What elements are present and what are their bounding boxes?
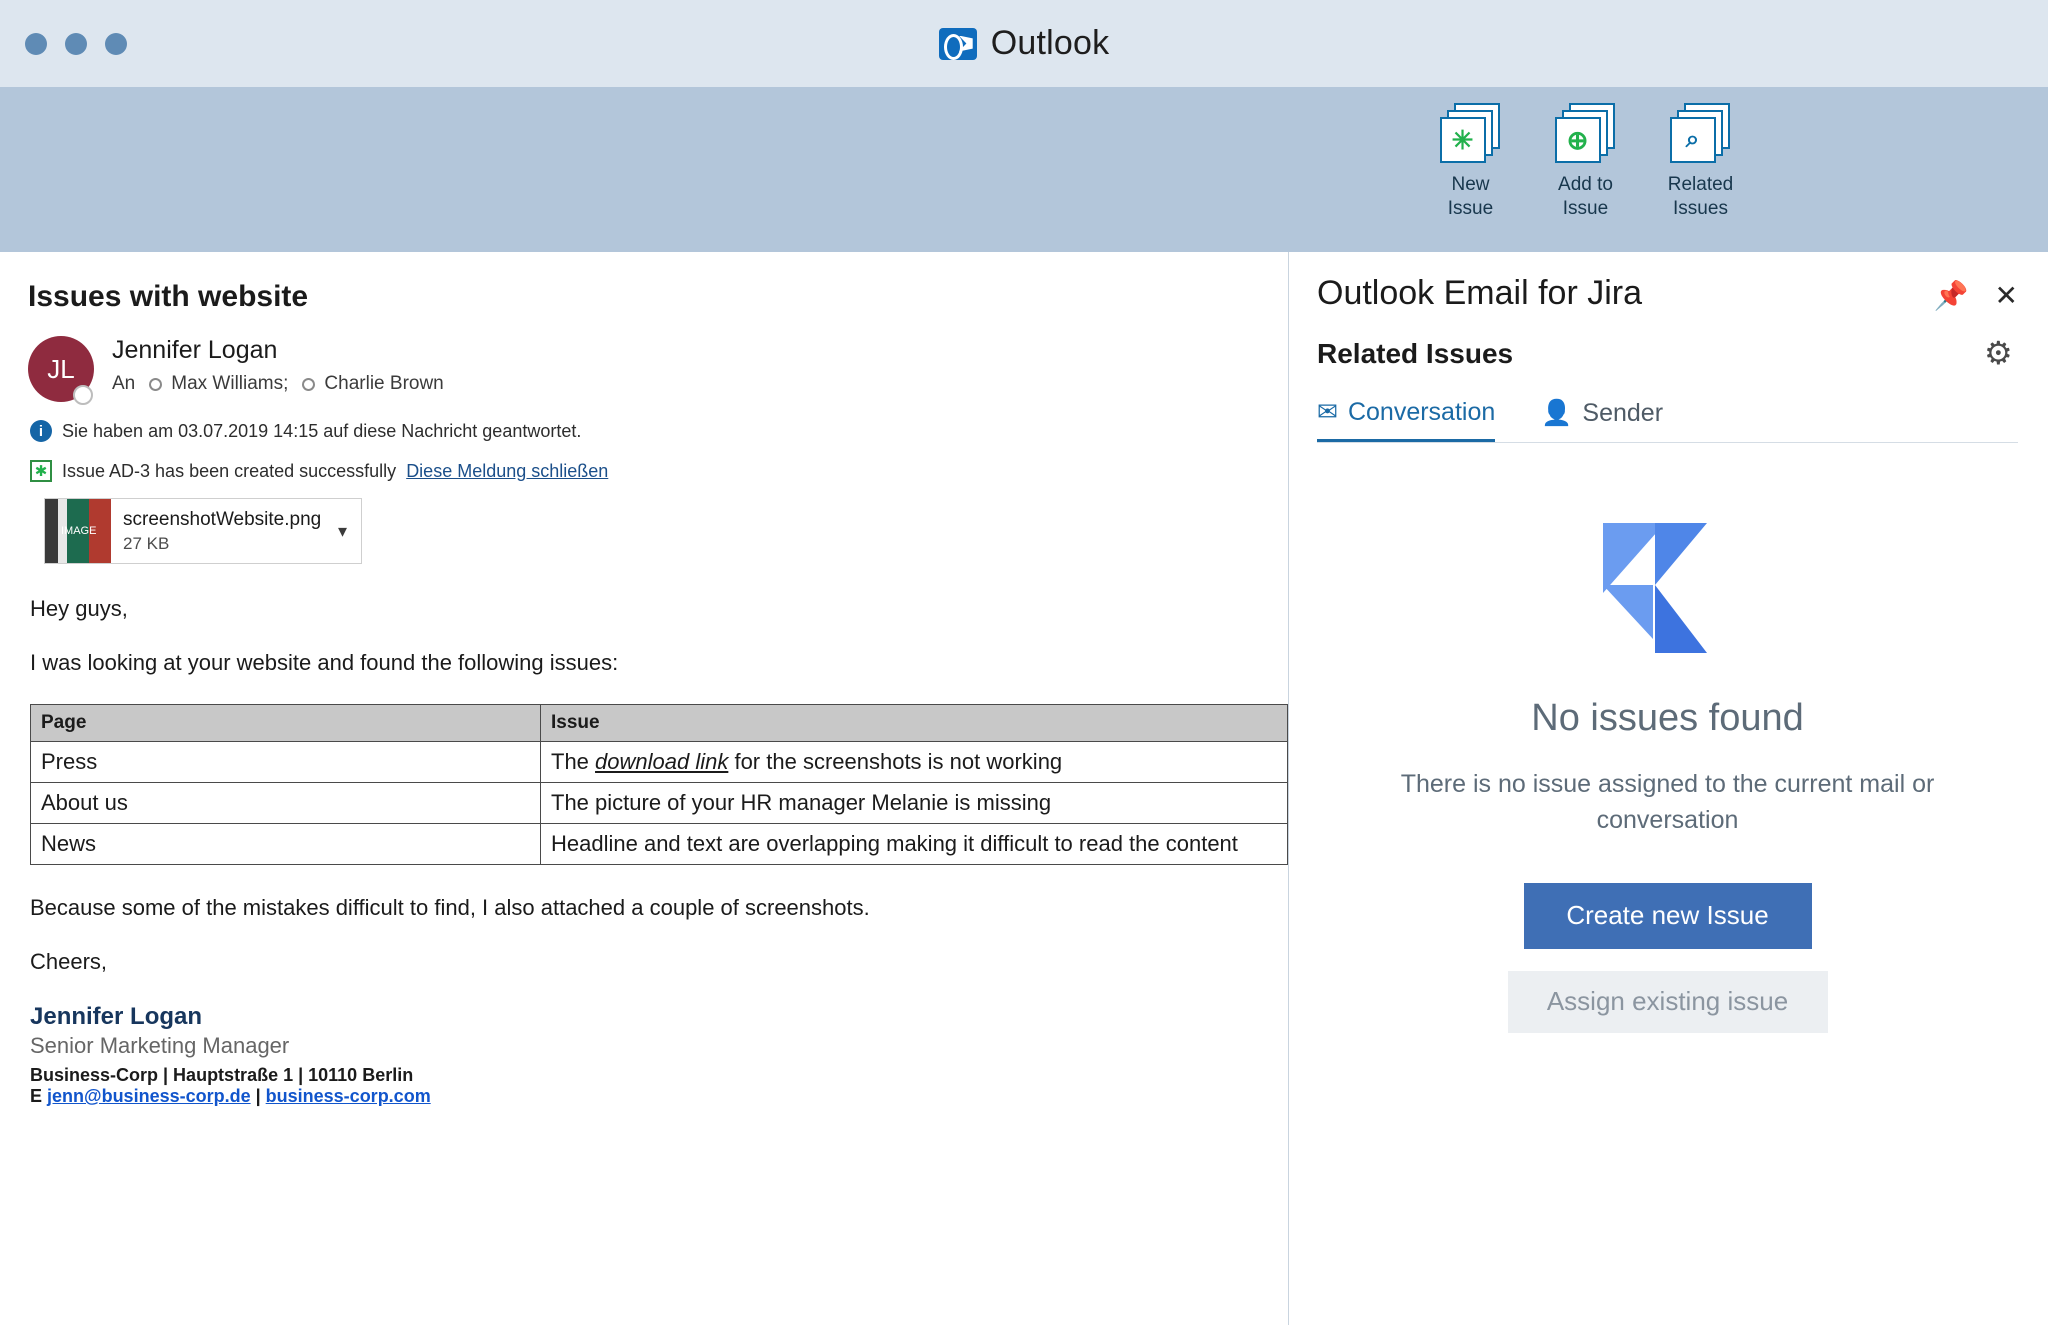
- signature-contact-prefix: E: [30, 1086, 48, 1106]
- new-issue-glyph: ✳: [1451, 124, 1474, 155]
- empty-state-title: No issues found: [1531, 697, 1804, 739]
- panel-tabs: [1317, 397, 2018, 443]
- dismiss-notice-link[interactable]: Diese Meldung schließen: [406, 460, 609, 481]
- jira-logo-icon: [1593, 513, 1743, 663]
- table-row: [31, 742, 1288, 783]
- mail-reading-pane: [0, 252, 1288, 1325]
- new-issue-label-line2: Issue: [1447, 197, 1494, 219]
- gear-icon[interactable]: ⚙: [1984, 335, 2013, 371]
- tab-conversation-label: Conversation: [1347, 397, 1496, 426]
- jira-notice-text: Issue AD-3 has been created successfully: [62, 460, 397, 481]
- tab-conversation[interactable]: [1317, 397, 1495, 442]
- signature-website-link[interactable]: business-corp.com: [265, 1086, 431, 1106]
- panel-header: [1317, 274, 2018, 313]
- window-controls[interactable]: [25, 33, 127, 55]
- issue-text-post: for the screenshots is not working: [728, 749, 1063, 774]
- panel-section-header: [1317, 337, 2018, 371]
- add-to-issue-button[interactable]: [1528, 87, 1643, 221]
- signature-contact: [30, 1086, 1258, 1107]
- person-icon: 👤: [1541, 399, 1573, 427]
- jira-notice: [30, 460, 1258, 482]
- new-issue-button[interactable]: [1413, 87, 1528, 221]
- signature-address: Business-Corp | Hauptstraße 1 | 10110 Berlin: [30, 1065, 414, 1085]
- tab-sender[interactable]: [1541, 397, 1663, 442]
- signature-block: [30, 1003, 1258, 1107]
- envelope-icon: ✉: [1317, 398, 1338, 426]
- jira-side-panel: [1288, 252, 2048, 1325]
- assign-existing-issue-button[interactable]: Assign existing issue: [1508, 971, 1828, 1033]
- chevron-down-icon[interactable]: ▾: [337, 520, 347, 541]
- mail-header: [28, 336, 1258, 402]
- window-minimize-button[interactable]: [65, 33, 87, 55]
- add-to-issue-glyph: ⊕: [1566, 124, 1589, 155]
- related-issues-label-line1: Related: [1667, 174, 1734, 195]
- attachment-thumbnail-icon: [45, 499, 111, 563]
- issue-text-pre: The: [551, 749, 596, 774]
- reply-notice: [30, 420, 1258, 442]
- column-header-issue: Issue: [541, 705, 1288, 742]
- signature-name: Jennifer Logan: [30, 1003, 203, 1030]
- create-new-issue-button[interactable]: Create new Issue: [1524, 883, 1812, 949]
- signature-email-link[interactable]: jenn@business-corp.de: [47, 1086, 251, 1106]
- signature-separator: |: [250, 1086, 266, 1106]
- table-header-row: [31, 705, 1288, 742]
- related-issues-label-line2: Issues: [1673, 197, 1728, 219]
- window-maximize-button[interactable]: [105, 33, 127, 55]
- new-issue-label-line1: New: [1451, 174, 1490, 195]
- cell-page: News: [31, 824, 541, 865]
- empty-state: [1317, 513, 2018, 1033]
- info-icon: i: [30, 420, 52, 442]
- content-area: [0, 252, 2048, 1325]
- jira-addin-ribbon: [0, 87, 2048, 252]
- issues-table: [30, 704, 1288, 865]
- add-to-issue-icon: [1555, 103, 1617, 165]
- signature-role: Senior Marketing Manager: [30, 1033, 290, 1058]
- mail-body: [30, 596, 1258, 1107]
- cell-issue: [541, 742, 1288, 783]
- presence-icon: [149, 378, 162, 391]
- cell-page: About us: [31, 783, 541, 824]
- recipients-row: [112, 373, 444, 395]
- recipient-2[interactable]: Charlie Brown: [324, 373, 444, 394]
- column-header-page: Page: [31, 705, 541, 742]
- add-to-issue-label-line1: Add to: [1558, 174, 1613, 195]
- download-link[interactable]: download link: [595, 749, 729, 774]
- add-to-issue-label-line2: Issue: [1562, 197, 1609, 219]
- signoff: Cheers,: [30, 949, 108, 974]
- related-issues-icon: [1670, 103, 1732, 165]
- app-brand: [0, 24, 2048, 63]
- jira-issue-created-icon: ✱: [30, 460, 52, 482]
- recipient-1[interactable]: Max Williams;: [171, 373, 289, 394]
- tab-sender-label: Sender: [1582, 399, 1664, 427]
- attachment-size: 27 KB: [123, 533, 170, 553]
- cell-issue: The picture of your HR manager Melanie is missing: [541, 783, 1288, 824]
- panel-section-title: Related Issues: [1317, 338, 1514, 369]
- pin-icon[interactable]: 📌: [1933, 280, 1969, 311]
- intro-text: I was looking at your website and found the following issues:: [30, 650, 619, 675]
- attachment-name: screenshotWebsite.png: [123, 508, 322, 530]
- cell-page: Press: [31, 742, 541, 783]
- avatar: JL: [28, 336, 94, 402]
- table-row: [31, 783, 1288, 824]
- closing-note: Because some of the mistakes difficult to find, I also attached a couple of screenshots.: [30, 895, 870, 920]
- window-titlebar: [0, 0, 2048, 87]
- mail-subject: Issues with website: [28, 280, 309, 313]
- search-glyph: ⌕: [1685, 126, 1700, 153]
- presence-icon: [302, 378, 315, 391]
- attachment-thumb-label: IMAGE: [61, 525, 97, 537]
- outlook-logo-icon: [939, 28, 977, 60]
- related-issues-button[interactable]: [1643, 87, 1758, 221]
- new-issue-icon: [1440, 103, 1502, 165]
- app-title: Outlook: [990, 24, 1110, 62]
- close-icon[interactable]: ✕: [1994, 280, 2018, 311]
- table-row: [31, 824, 1288, 865]
- panel-title: Outlook Email for Jira: [1317, 274, 1642, 312]
- reply-notice-text: Sie haben am 03.07.2019 14:15 auf diese Nachricht geantwortet.: [62, 420, 582, 441]
- recipients-label: An: [112, 373, 136, 394]
- window-close-button[interactable]: [25, 33, 47, 55]
- cell-issue: Headline and text are overlapping making it difficult to read the content: [541, 824, 1288, 865]
- attachment-card[interactable]: [44, 498, 362, 564]
- greeting-text: Hey guys,: [30, 596, 128, 621]
- sender-name: Jennifer Logan: [112, 336, 278, 364]
- empty-state-text: There is no issue assigned to the current mail or conversation: [1400, 770, 1935, 835]
